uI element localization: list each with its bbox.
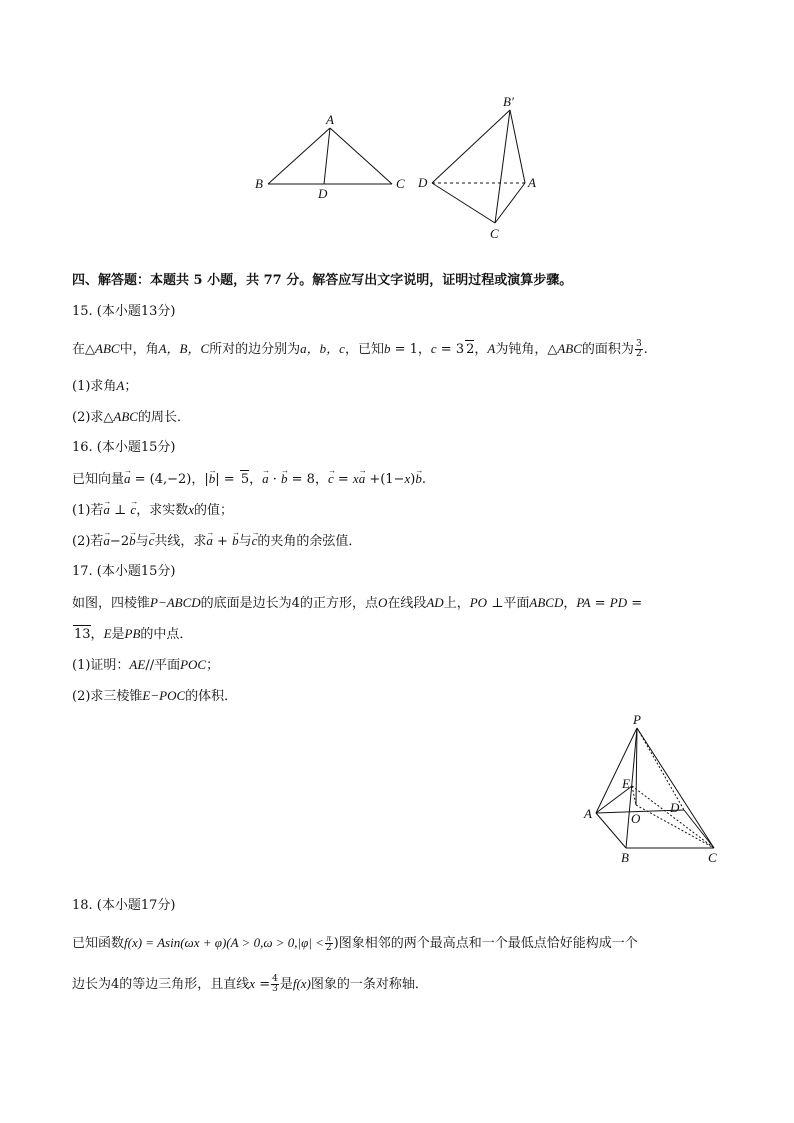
fig3-label-e: E bbox=[622, 776, 630, 791]
q15-title: 15. (本小题13分) bbox=[72, 304, 176, 319]
q17-stem-line1: 如图，四棱锥P−ABCD的底面是边长为4的正方形，点O在线段AD上，PO ⊥平面ABCD，PA = PD = bbox=[72, 595, 643, 611]
fig2-label-b-prime: B′ bbox=[503, 94, 514, 109]
q15-stem: 在△ABC中，角A，B，C所对的边分别为a，b，c，已知b = 1，c = 3 2，A为钝角，△ABC的面积为 $\frac{3}{2}$ . bbox=[72, 339, 648, 359]
fig1-label-c: C bbox=[396, 176, 405, 191]
fig3-label-a: A bbox=[584, 806, 592, 821]
q17-title: 17. (本小题15分) bbox=[72, 564, 176, 579]
fig2-label-a: A bbox=[528, 175, 536, 190]
fig1-label-a: A bbox=[326, 112, 334, 127]
q18-stem-line2: 边长为4的等边三角形，且直线x = $\frac{4}{3}$ 是f(x)图象的一条对称轴． bbox=[72, 974, 428, 994]
q18-title: 18. (本小题17分) bbox=[72, 898, 176, 913]
fig2-label-c: C bbox=[490, 226, 499, 241]
q17-sub1: (1)证明：AE//平面POC； bbox=[72, 657, 220, 673]
q16-sub2: (2)若→ a−2→ b与→ c共线，求→ a + → b与→ c的夹角的余弦值． bbox=[72, 532, 732, 551]
figure-folded-tetrahedron bbox=[410, 90, 550, 242]
fig3-label-d: D bbox=[670, 800, 680, 815]
fig2-label-d: D bbox=[418, 175, 428, 190]
q18-stem-line1: 已知函数f(x) = Asin(ωx + φ)(A > 0,ω > 0,|φ| < $\frac{\pi}{2}$ )图象相邻的两个最高点和一个最低点恰好能构成一个 bbox=[72, 933, 638, 953]
fig1-label-b: B bbox=[255, 176, 263, 191]
q17-stem-line2: 13，E是PB的中点． bbox=[74, 626, 193, 642]
fig1-label-d: D bbox=[318, 186, 328, 201]
q16-title: 16. (本小题15分) bbox=[72, 440, 176, 455]
q15-sub1: (1)求角A； bbox=[72, 378, 138, 394]
figure-triangle-abc bbox=[250, 108, 410, 204]
q16-stem: 已知向量→ a = (4,−2)，|→ b| = 5，→ a · → b = 8，→ c = x→ a +(1−x)→ b. bbox=[72, 470, 732, 489]
fig3-label-b: B bbox=[621, 850, 629, 865]
figure-pyramid-pabcd bbox=[580, 710, 730, 870]
q15-sub2: (2)求△ABC的周长． bbox=[72, 409, 190, 425]
fig3-label-c: C bbox=[708, 850, 717, 865]
fig3-label-p: P bbox=[633, 712, 641, 727]
section-4-header: 四、解答题：本题共 5 小题，共 77 分。解答应写出文字说明，证明过程或演算步骤。 bbox=[72, 273, 573, 288]
q16-sub1: (1)若→ a ⊥ → c，求实数x的值； bbox=[72, 501, 732, 520]
q17-sub2: (2)求三棱锥E−POC的体积． bbox=[72, 688, 238, 704]
fig3-label-o: O bbox=[631, 811, 641, 826]
